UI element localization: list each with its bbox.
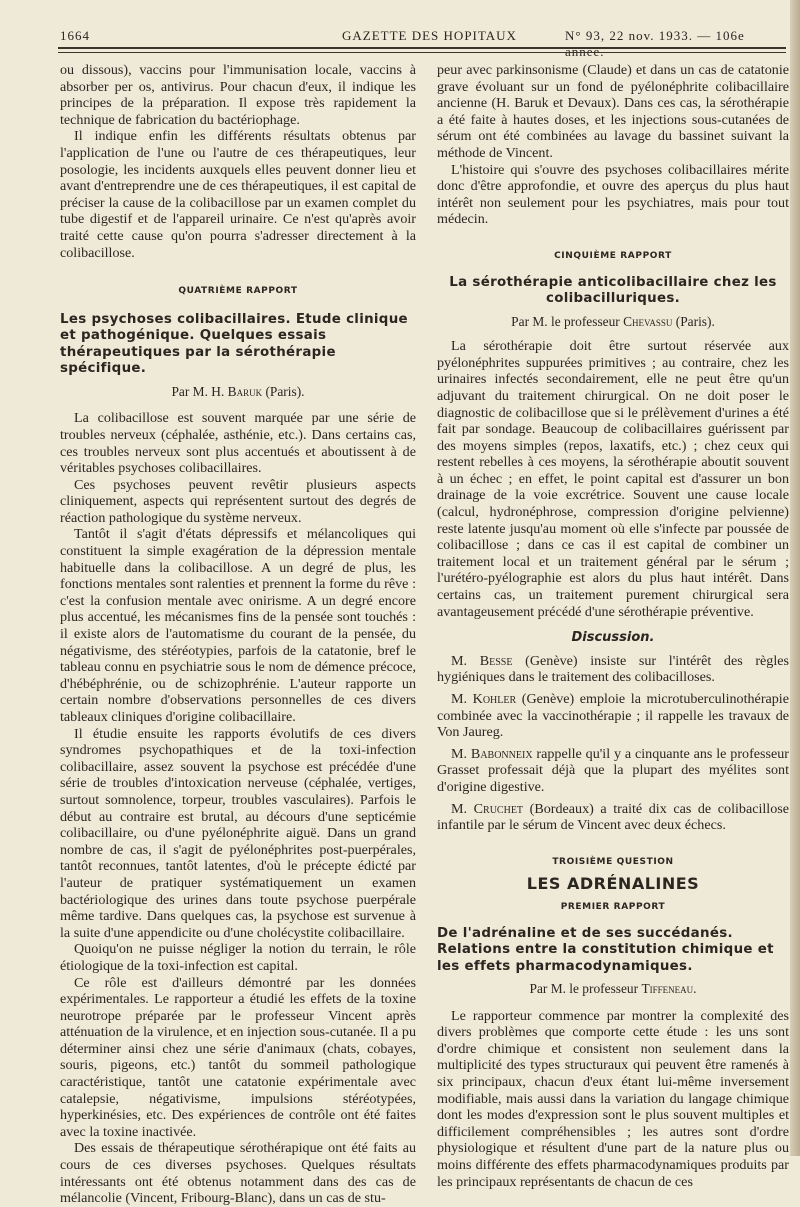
page-edge: [790, 0, 800, 1156]
left-column: [60, 62, 416, 1207]
paragraph: L'histoire qui s'ouvre des psychoses colibacillaires mérite donc d'être approfondie, et ouvre des aperçus du plus haut intérêt non seulement pour les psychiatres, mais pour tout médecin.: [437, 161, 789, 228]
section-heading: CINQUIÈME RAPPORT: [554, 250, 672, 261]
report-author: [437, 314, 789, 331]
report-title: La sérothérapie anticolibacillaire chez les colibacilluriques.: [449, 274, 777, 307]
author-suffix: (Paris).: [265, 383, 305, 399]
discussion-text: (Bordeaux) a traité dix cas de colibacillose infantile par le sérum de Vincent avec deux échecs.: [437, 800, 789, 834]
discussion-item: M. Kohler (Genève) emploie la microtuberculinothérapie combinée avec la vaccinothérapie ; il rappelle les travaux de Von Jaureg.: [437, 691, 789, 741]
report-heading: PREMIER RAPPORT: [560, 901, 666, 912]
paragraph: Le rapporteur commence par montrer la complexité des divers problèmes que comporte cette étude : les uns sont d'ordre chimique et consistent non seulement dans la multiplicité des types structuraux qui peuvent être ramenés à six principaux, chacun d'eux étant lui-même inversement modifiable, mais aussi dans la variation du langage chimique dont les modes d'expression sont le plus souvent multiples et difficilement compréhensibles ; les autres sont d'ordre physiologique et résultent d'une part de la nature plus ou moins différente des effets pharmacodynamiques produits par les principaux représentants de chacun de ces: [437, 1007, 789, 1190]
paragraph: Ces psychoses peuvent revêtir plusieurs aspects cliniquement, aspects qui représentent surtout des degrés de réaction pathologique du système nerveux.: [60, 476, 416, 526]
speaker-name: Kohler: [472, 691, 517, 707]
speaker-name: Cruchet: [473, 800, 524, 817]
author-name: Chevassu: [623, 313, 673, 329]
report-author: [437, 981, 789, 998]
report-author: [60, 384, 416, 401]
paragraph: Des essais de thérapeutique sérothérapique ont été faits au cours de ces diverses psychoses. Quelques résultats intéressants ont été obtenus notamment dans des cas de mélancolie (Vincent, Fribourg-Blanc), dans un cas de stu-: [60, 1140, 416, 1207]
author-name: Baruk: [227, 383, 263, 399]
paragraph: La sérothérapie doit être surtout réservée aux pyélonéphrites suppurées primitives ; au contraire, chez les urinaires infectés secondairement, elle ne peut être qu'un adjuvant du traitement chirurgical. On ne doit poser le diagnostic de colibacillose que si le prélèvement d'urines a été fait par sondage. Beaucoup de colibacillaires guérissent par des moyens simples (repos, laxatifs, etc.) ; chez ceux qui restent rebelles à ces moyens, la sérothérapie aboutit souvent à un échec ; en effet, le point capital est d'assurer un bon drainage de la voie excrétrice. Souvent une cause locale (calcul, hydronéphrose, compression d'origine pelvienne) reste latente jusqu'au moment où elle s'infecte par poussée de colibacillose ; dans ce cas il est capital de combiner un traitement local et un traitement général par le sérum ; l'urétéro-pyélographie est alors du plus haut intérêt. Dans certains cas, un traitement purement chirurgical sera avantageusement précédé d'une sérothérapie préventive.: [437, 338, 789, 620]
discussion-text: rappelle qu'il y a cinquante ans le professeur Grasset professait déjà que la plupart des myélites sont d'origine digestive.: [437, 745, 789, 795]
page-number: 1664: [60, 28, 90, 43]
section-heading: QUATRIÈME RAPPORT: [178, 286, 298, 297]
discussion-item: M. Cruchet (Bordeaux) a traité dix cas de colibacillose infantile par le sérum de Vincent avec deux échecs.: [437, 800, 789, 834]
paragraph: ou dissous), vaccins pour l'immunisation locale, vaccins à absorber per os, antivirus. Pour chacun d'eux, il indique les principes de la préparation. Il expose très rapidement la technique de fabrication du bactériophage.: [60, 62, 416, 128]
paragraph: Il étudie ensuite les rapports évolutifs de ces divers syndromes psychopathiques et de la toxi-infection colibacillaire, assez souvent la psychose est précédée d'une série de troubles d'intoxication nerveuse (céphalée, vertiges, surtout somnolence, torpeur, troubles vasculaires). Parfois le début au contraire est brutal, au décours d'une septicémie colibacillaire, ou d'une pyélonéphrite aiguë. Dans un grand nombre de cas, il s'agit de pyélonéphrites post-puerpérales, tantôt reconnues, tantôt latentes, d'où le précepte édicté par l'auteur de pratiquer systématiquement un examen bactériologique des urines dans toute psychose puerpérale même tardive. Dans quelques cas, la psychose est survenue à la suite d'une appendicite ou d'une cholécystite colibacillaire.: [60, 725, 416, 941]
discussion-item: M. Babonneix rappelle qu'il y a cinquante ans le professeur Grasset professait déjà que la plupart des myélites sont d'origine digestive.: [437, 745, 789, 795]
paragraph: Ce rôle est d'ailleurs démontré par les données expérimentales. Le rapporteur a étudié les effets de la toxine neurotrope préparée par le professeur Vincent après atténuation de la virulence, et en injection sous-cutanée. Il a pu déterminer ainsi chez une série d'animaux (chats, cobayes, souris, pigeons, etc.) tantôt du sommeil pathologique caractéristique, tantôt une catatonie expérimentale avec catalepsie, négativisme, impulsions stéréotypées, hyperkinésies, etc. Des expériences de contrôle ont été faites avec la toxine inactivée.: [60, 974, 416, 1140]
right-column: [437, 62, 789, 1190]
page-header: [60, 22, 782, 59]
discussion-heading: Discussion.: [571, 630, 655, 646]
report-title: De l'adrénaline et de ses succédanés. Relations entre la constitution chimique et les effets pharmacodynamiques.: [437, 925, 774, 974]
author-suffix: (Paris).: [675, 313, 715, 329]
author-name: Tiffeneau.: [641, 981, 697, 997]
paragraph: Tantôt il s'agit d'états dépressifs et mélancoliques qui constituent la simple exagération de la dépression mentale habituelle dans la colibacillose. A un degré de plus, les fonctions mentales sont ralenties et prennent la forme du rêve : c'est la confusion mentale avec onirisme. A un degré encore plus accentué, les mécanismes fins de la pensée sont touchés : il existe alors de l'automatisme du courant de la pensée, du négativisme, des stéréotypies, parfois de la catatonie, bref le tableau connu en psychiatrie sous le nom de démence précoce, d'hébéphrénie, ou de schizophrénie. L'auteur rapporte un certain nombre d'observations personnelles de ces divers tableaux cliniques d'origine colibacillaire.: [60, 526, 416, 725]
paragraph: La colibacillose est souvent marquée par une série de troubles nerveux (céphalée, asthénie, etc.). Dans certains cas, ces troubles nerveux sont plus accentués et aboutissent à de véritables psychoses colibacillaires.: [60, 410, 416, 477]
question-heading: TROISIÈME QUESTION: [552, 856, 674, 867]
paragraph: peur avec parkinsonisme (Claude) et dans un cas de catatonie grave évoluant sur un fond de pyélonéphrite colibacillaire ancienne (H. Baruk et Devaux). Dans ces cas, la sérothérapie a été faite à hautes doses, et les injections sous-cutanées de sérum ont été combinées au lavage du bassinet suivant la méthode de Vincent.: [437, 62, 789, 161]
author-prefix: Par M. le professeur: [529, 981, 639, 997]
header-rule: [58, 47, 786, 49]
discussion-item: M. Besse (Genève) insiste sur l'intérêt des règles hygiéniques dans le traitement des colibacilloses.: [437, 652, 789, 686]
paragraph: Il indique enfin les différents résultats obtenus par l'application de l'une ou l'autre de ces thérapeutiques, leur posologie, les incidents auxquels elles peuvent donner lieu et avant d'entreprendre une de ces thérapeutiques, il est capital de préciser la cause de la colibacillose par un examen complet du tube digestif et de l'appareil urinaire. Ce n'est qu'après avoir traité cette cause qu'on pourra s'adresser directement à la colibacillose.: [60, 128, 416, 261]
discussion-text: (Genève) insiste sur l'intérêt des règles hygiéniques dans le traitement des colibacilloses.: [437, 652, 789, 686]
author-prefix: Par M. H.: [171, 383, 225, 399]
header-rule-thin: [58, 52, 786, 53]
speaker-name: Babonneix: [470, 745, 533, 762]
issue-info: N° 93, 22 nov. 1933. — 106e année.: [565, 28, 745, 59]
report-title: Les psychoses colibacillaires. Etude clinique et pathogénique. Quelques essais thérapeutiques par la sérothérapie spécifique.: [60, 311, 408, 377]
author-prefix: Par M. le professeur: [511, 313, 620, 329]
journal-title: GAZETTE DES HOPITAUX: [342, 28, 517, 43]
paragraph: Quoiqu'on ne puisse négliger la notion du terrain, le rôle étiologique de la toxi-infection est capital.: [60, 941, 416, 974]
speaker-name: Besse: [479, 652, 513, 669]
discussion-text: (Genève) emploie la microtuberculinothérapie combinée avec la vaccinothérapie ; il rappelle les travaux de Von Jaureg.: [437, 691, 789, 741]
question-title: LES ADRÉNALINES: [526, 874, 700, 894]
